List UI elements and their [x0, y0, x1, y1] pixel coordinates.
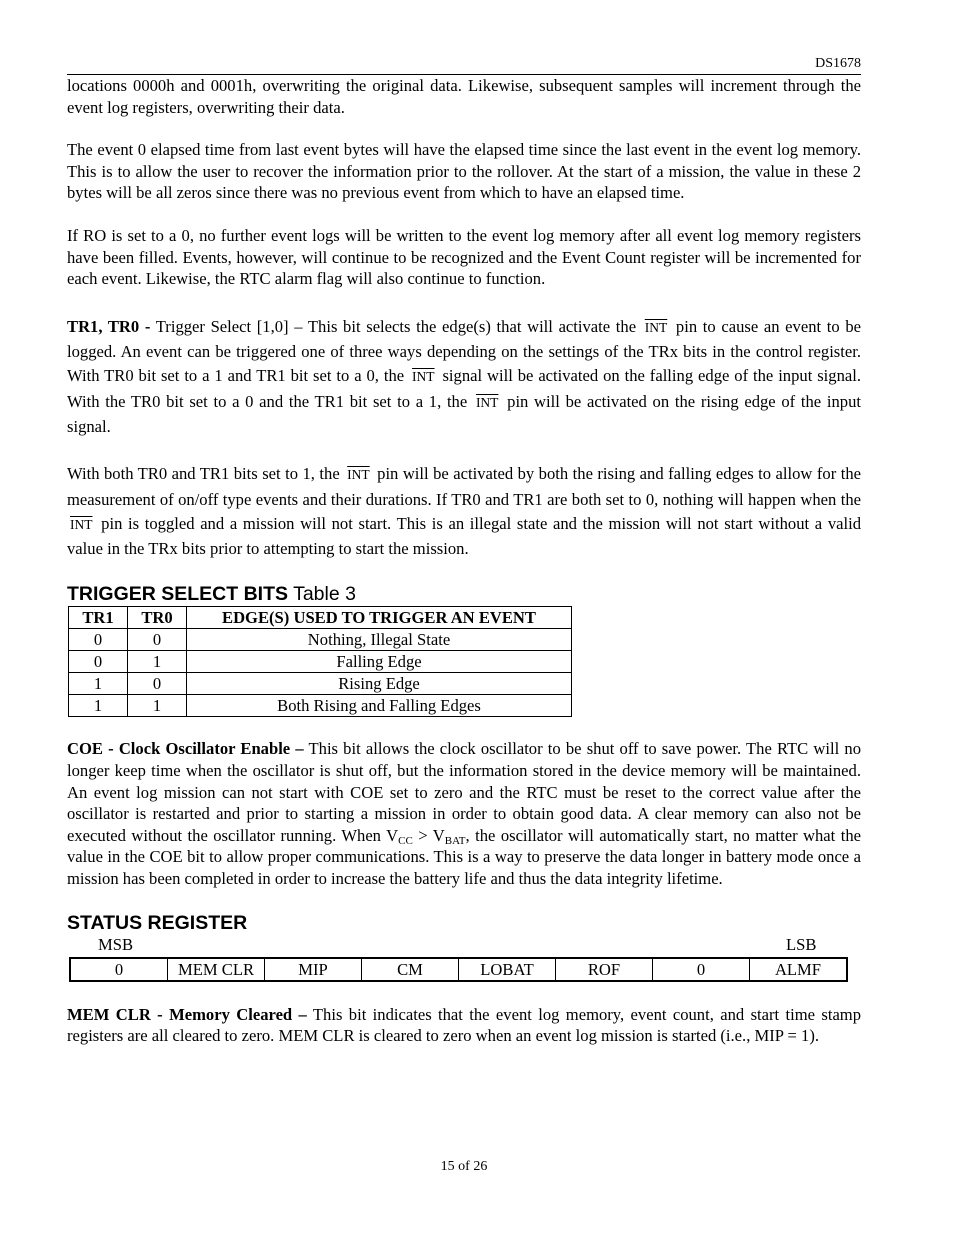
text: This bit allows the clock oscillator to be shut off to save power. The RTC will no longer keep time when the oscillator is shut off, but the information stored in the device memory will be maintained. An event log mission can not start with COE set to zero and the RTC must be reset to the correct value after the oscillator is restarted and prior to starting a mission in order to obtain good data. A clear memory can also not be executed without the oscillator running. When V [67, 739, 861, 845]
trigger-select-table [68, 606, 572, 717]
trigger-table-title [67, 583, 861, 606]
subscript-bat: BAT [444, 834, 466, 847]
msb-lsb-labels [67, 935, 861, 957]
text: pin is toggled and a mission will not start. This is an illegal state and the mission will not start without a valid value in the TRx bits prior to attempting to start the mission. [67, 513, 861, 559]
text: , the oscillator will automatically start, no matter what the value in the COE bit to allow proper communications. This is a way to preserve the data longer in battery mode once a mission has been completed in order to increase the battery life and thus the data integrity lifetime. [67, 825, 861, 888]
paragraph-coe [67, 738, 861, 889]
cell: 0 [128, 673, 187, 695]
text: > V [412, 825, 445, 845]
term-tr: TR1, TR0 - [67, 316, 151, 336]
header-tr1: TR1 [69, 607, 128, 629]
bit-6: MEM CLR [168, 958, 265, 981]
int-signal-label: $\overline{INT}$ [475, 394, 499, 410]
int-signal-label: $\overline{INT}$ [347, 467, 370, 483]
title-bold: TRIGGER SELECT BITS [67, 583, 289, 606]
status-register-title: STATUS REGISTER [67, 911, 248, 934]
paragraph-trigger-select [67, 315, 861, 439]
text: pin to cause an event to be logged. An event can be triggered one of three ways depending on the settings of the TRx bits in the control register. With TR0 bit set to a 1 and TR1 bit set to a 0, the [67, 316, 861, 386]
int-signal-label: $\overline{INT}$ [412, 369, 435, 385]
title-table-number: Table 3 [288, 583, 356, 606]
term-mem-clr: MEM CLR - Memory Cleared – [67, 1004, 307, 1024]
term-coe: COE - Clock Oscillator Enable – [67, 739, 304, 759]
bit-3: LOBAT [459, 958, 556, 981]
int-signal-label: $\overline{INT}$ [644, 319, 668, 335]
cell: 1 [69, 673, 128, 695]
page-number: 15 of 26 [440, 1159, 488, 1174]
cell: 1 [128, 695, 187, 717]
cell: Falling Edge [187, 651, 572, 673]
cell: 1 [128, 651, 187, 673]
subscript-cc: CC [398, 834, 413, 847]
bit-4: CM [362, 958, 459, 981]
paragraph-ro-zero: If RO is set to a 0, no further event logs will be written to the event log memory after all event log memory registers have been filled. Events, however, will continue to be recognized and the Event Count register will be incremented for each event. Likewise, the RTC alarm flag will also continue to function. [67, 225, 861, 289]
bit-5: MIP [265, 958, 362, 981]
table-row [69, 673, 572, 695]
paragraph-rollover: locations 0000h and 0001h, overwriting the original data. Likewise, subsequent samples will increment through the event log registers, overwriting their data. [67, 76, 861, 117]
table-row [69, 695, 572, 717]
header-tr0: TR0 [128, 607, 187, 629]
text: This bit indicates that the event log memory, event count, and start time stamp registers are all cleared to zero. MEM CLR is cleared to zero when an event log mission is started (i.e., MIP = 1). [67, 1004, 862, 1046]
status-register-table [69, 957, 848, 982]
text: With both TR0 and TR1 bits set to 1, the [67, 464, 345, 484]
text: Trigger Select [1,0] – This bit selects the edge(s) that will activate the [150, 316, 642, 336]
table-row [69, 651, 572, 673]
text: pin will be activated by both the rising and falling edges to allow for the measurement of on/off type events and their durations. If TR0 and TR1 are both set to 0, nothing will happen when the [67, 464, 861, 509]
table-header-row [69, 607, 572, 629]
cell: 0 [128, 629, 187, 651]
text: pin will be activated on the rising edge of the input signal. [67, 391, 861, 436]
header-doc-id: DS1678 [815, 56, 861, 71]
bit-0: ALMF [750, 958, 848, 981]
header-edges: EDGE(S) USED TO TRIGGER AN EVENT [187, 607, 572, 629]
paragraph-mem-clr [67, 1004, 861, 1047]
cell: 0 [69, 629, 128, 651]
cell: 1 [69, 695, 128, 717]
cell: Nothing, Illegal State [187, 629, 572, 651]
paragraph-elapsed-time: The event 0 elapsed time from last event bytes will have the elapsed time since the last event in the event log memory. This is to allow the user to recover the information prior to the rollover. At the start of a mission, the value in these 2 bytes will be all zeros since there was no previous event from which to have an elapsed time. [67, 140, 861, 203]
cell: 0 [69, 651, 128, 673]
page-body [67, 75, 861, 1047]
table-row [69, 629, 572, 651]
cell: Both Rising and Falling Edges [187, 695, 572, 717]
cell: Rising Edge [187, 673, 572, 695]
int-signal-label: $\overline{INT}$ [70, 516, 93, 532]
bit-1: 0 [653, 958, 750, 981]
bit-7: 0 [70, 958, 168, 981]
status-register-row [70, 958, 847, 981]
lsb-label: LSB [786, 934, 817, 954]
bit-2: ROF [556, 958, 653, 981]
text: signal will be activated on the falling edge of the input signal. With the TR0 bit set to a 0 and the TR1 bit set to a 1, the [67, 366, 862, 411]
paragraph-both-bits [67, 462, 861, 561]
msb-label: MSB [98, 934, 134, 954]
